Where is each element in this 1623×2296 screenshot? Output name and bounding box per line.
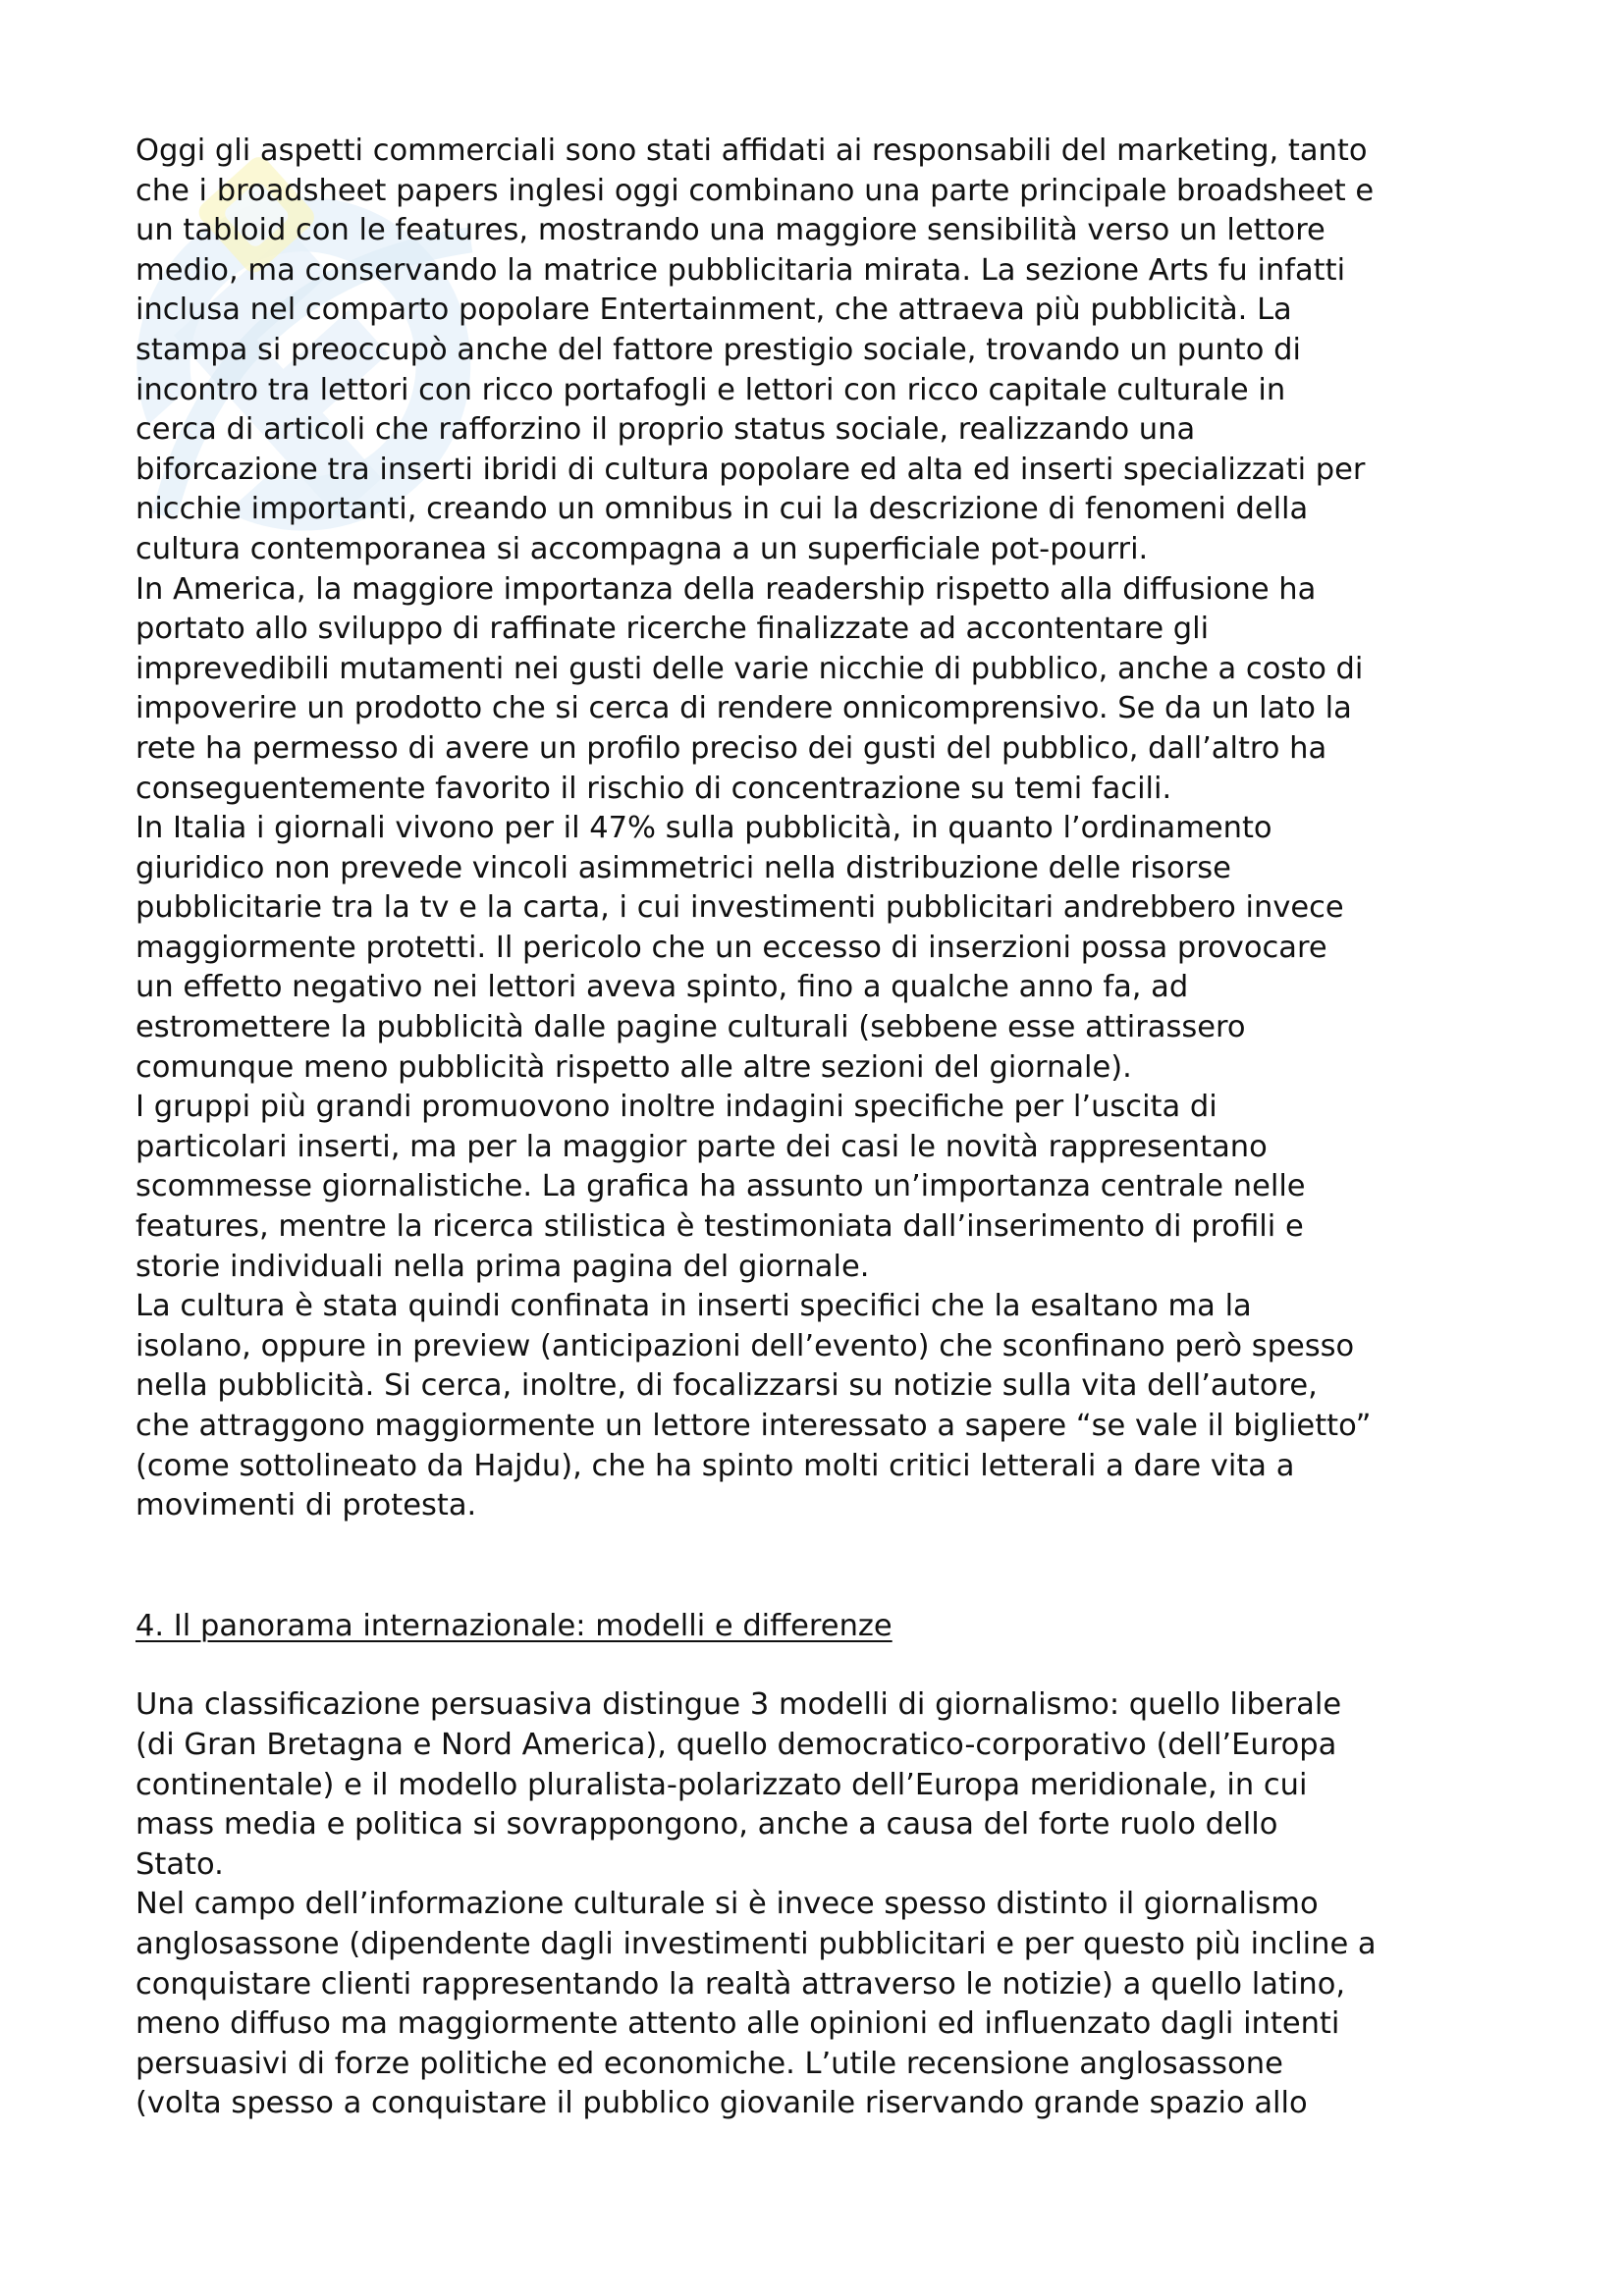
paragraph-informazione-culturale: Nel campo dell’informazione culturale si è invece spesso distinto il giornalismo anglosassone (dipendente dagli investimenti pubblicitari e per questo più incline a conquistare clienti rappresentando la realtà attraverso le notizie) a quello latino, meno diffuso ma maggiormente attento alle opinioni ed influenzato dagli intenti persuasivi di forze politiche ed economiche. L’utile recensione anglosassone (volta spesso a conquistare il pubblico giovanile riservando grande spazio allo (135, 1887, 1377, 2121)
paragraph-classificazione: Una classificazione persuasiva distingue 3 modelli di giornalismo: quello liberale (di Gran Bretagna e Nord America), quello democratico-corporativo (dell’Europa continentale) e il modello pluralista-polarizzato dell’Europa meridionale, in cui mass media e politica si sovrappongono, anche a causa del forte ruolo dello Stato. (135, 1687, 1342, 1882)
paragraph-marketing: Oggi gli aspetti commerciali sono stati affidati ai responsabili del marketing, tanto che i broadsheet papers inglesi oggi combinano una parte principale broadsheet e un tabloid con le features, mostrando una maggiore sensibilità verso un lettore medio, ma conservando la matrice pubblicitaria mirata. La sezione Arts fu infatti inclusa nel comparto popolare Entertainment, che attraeva più pubblicità. La stampa si preoccupò anche del fattore prestigio sociale, trovando un punto di incontro tra lettori con ricco portafogli e lettori con ricco capitale culturale in cerca di articoli che rafforzino il proprio status sociale, realizzando una biforcazione tra inserti ibridi di cultura popolare ed alta ed inserti specializzati per nicchie importanti, creando un omnibus in cui la descrizione di fenomeni della cultura contemporanea si accompagna a un superficiale pot-pourri. (135, 133, 1375, 566)
paragraph-gruppi: I gruppi più grandi promuovono inoltre indagini specifiche per l’uscita di particolari inserti, ma per la maggior parte dei casi le novità rappresentano scommesse giornalistiche. La grafica ha assunto un’importanza centrale nelle features, mentre la ricerca stilistica è testimoniata dall’inserimento di profili e storie individuali nella prima pagina del giornale. (135, 1090, 1306, 1284)
heading-spacer (135, 1646, 1510, 1685)
section-spacer (135, 1526, 1510, 1607)
paragraph-america: In America, la maggiore importanza della readership rispetto alla diffusione ha portato allo sviluppo di raffinate ricerche finalizzate ad accontentare gli imprevedibili mutamenti nei gusti delle varie nicchie di pubblico, anche a costo di impoverire un prodotto che si cerca di rendere onnicomprensivo. Se da un lato la rete ha permesso di avere un profilo preciso dei gusti del pubblico, dall’altro ha conseguentemente favorito il rischio di concentrazione su temi facili. (135, 571, 1364, 806)
paragraph-italia: In Italia i giornali vivono per il 47% sulla pubblicità, in quanto l’ordinamento giuridico non prevede vincoli asimmetrici nella distribuzione delle risorse pubblicitarie tra la tv e la carta, i cui investimenti pubblicitari andrebbero invece maggiormente protetti. Il pericolo che un eccesso di inserzioni possa provocare un effetto negativo nei lettori aveva spinto, fino a qualche anno fa, ad estromettere la pubblicità dalle pagine culturali (sebbene esse attirassero comunque meno pubblicità rispetto alle altre sezioni del giornale). (135, 811, 1344, 1085)
document-body (135, 132, 1510, 2124)
paragraph-cultura: La cultura è stata quindi confinata in inserti specifici che la esaltano ma la isolano, oppure in preview (anticipazioni dell’evento) che sconfinano però spesso nella pubblicità. Si cerca, inoltre, di focalizzarsi su notizie sulla vita dell’autore, che attraggono maggiormente un lettore interessato a sapere “se vale il biglietto” (come sottolineato da Hajdu), che ha spinto molti critici letterali a dare vita a movimenti di protesta. (135, 1289, 1372, 1523)
section-heading: 4. Il panorama internazionale: modelli e differenze (135, 1608, 893, 1643)
